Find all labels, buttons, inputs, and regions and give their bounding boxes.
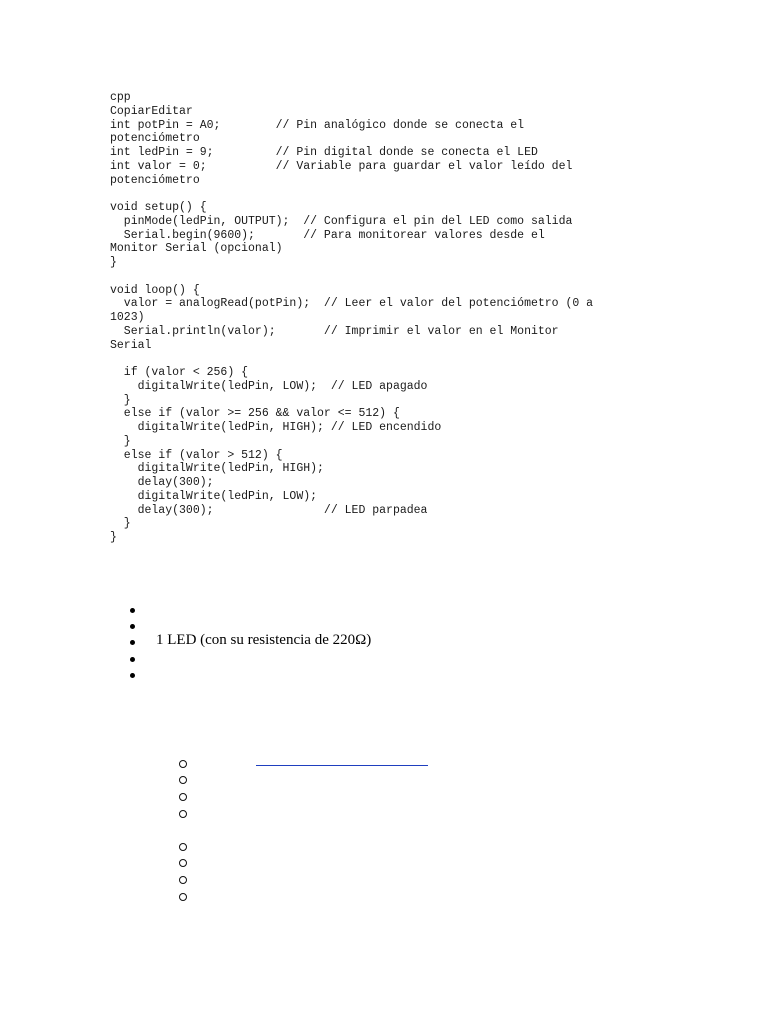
sub-list-item: [0, 840, 768, 854]
sub-list-item: [0, 873, 768, 887]
circle-bullet-icon: [179, 810, 187, 818]
code-line: delay(300);: [110, 476, 214, 489]
hyperlink-underline[interactable]: [256, 765, 428, 766]
circle-bullet-icon: [179, 876, 187, 884]
code-line: void setup() {: [110, 201, 207, 214]
code-line: }: [110, 531, 117, 544]
code-line: int valor = 0; // Variable para guardar el valor leído del: [110, 159, 573, 173]
sub-list-item: [0, 807, 768, 821]
bullet-disc-icon: [130, 624, 135, 629]
code-block: [110, 91, 670, 545]
code-line: delay(300); // LED parpadea: [110, 503, 428, 517]
code-line: digitalWrite(ledPin, HIGH); // LED encendido: [110, 421, 442, 434]
circle-bullet-icon: [179, 859, 187, 867]
circle-bullet-icon: [179, 843, 187, 851]
sub-list-item: [0, 790, 768, 804]
list-item: [0, 651, 768, 667]
bullet-disc-icon: [130, 673, 135, 678]
code-line: }: [110, 393, 131, 407]
code-line: Monitor Serial (opcional): [110, 242, 283, 256]
code-line: Serial.println(valor); // Imprimir el valor en el Monitor: [110, 324, 559, 338]
code-line: Serial: [110, 338, 152, 352]
code-line: digitalWrite(ledPin, HIGH);: [110, 462, 324, 476]
code-line: potenciómetro: [110, 173, 200, 187]
code-line: 1023): [110, 311, 145, 324]
code-line: else if (valor >= 256 && valor <= 512) {: [110, 407, 400, 421]
circle-bullet-icon: [179, 760, 187, 768]
code-line: CopiarEditar: [110, 104, 193, 118]
code-line: int potPin = A0; // Pin analógico donde se conecta el: [110, 118, 525, 132]
code-line: cpp: [110, 91, 131, 104]
sub-list-item: [0, 890, 768, 904]
bullet-disc-icon: [130, 640, 135, 645]
code-line: int ledPin = 9; // Pin digital donde se conecta el LED: [110, 146, 538, 159]
list-item: [0, 667, 768, 683]
sub-list-item: [0, 757, 768, 771]
code-line: [110, 352, 670, 366]
list-item-text: 1 LED (con su resistencia de 220Ω): [156, 632, 372, 648]
code-line: void loop() {: [110, 283, 200, 297]
list-item: [0, 634, 768, 650]
code-line: }: [110, 256, 117, 269]
sub-list-item: [0, 856, 768, 870]
code-line: valor = analogRead(potPin); // Leer el valor del potenciómetro (0 a: [110, 297, 594, 311]
circle-bullet-icon: [179, 776, 187, 784]
list-item: [0, 618, 768, 634]
code-line: digitalWrite(ledPin, LOW);: [110, 489, 318, 503]
code-line: }: [110, 517, 131, 531]
code-line: [110, 270, 670, 284]
sub-list-item: [0, 773, 768, 787]
code-line: pinMode(ledPin, OUTPUT); // Configura el pin del LED como salida: [110, 214, 573, 228]
code-line: Serial.begin(9600); // Para monitorear valores desde el: [110, 228, 545, 242]
circle-bullet-icon: [179, 793, 187, 801]
bullet-disc-icon: [130, 608, 135, 613]
code-line: digitalWrite(ledPin, LOW); // LED apagado: [110, 379, 428, 393]
code-line: }: [110, 434, 131, 448]
bullet-disc-icon: [130, 657, 135, 662]
code-line: if (valor < 256) {: [110, 366, 249, 379]
code-line: else if (valor > 512) {: [110, 448, 283, 462]
list-item: [0, 602, 768, 618]
code-line: potenciómetro: [110, 132, 200, 146]
code-line: [110, 187, 670, 201]
circle-bullet-icon: [179, 893, 187, 901]
